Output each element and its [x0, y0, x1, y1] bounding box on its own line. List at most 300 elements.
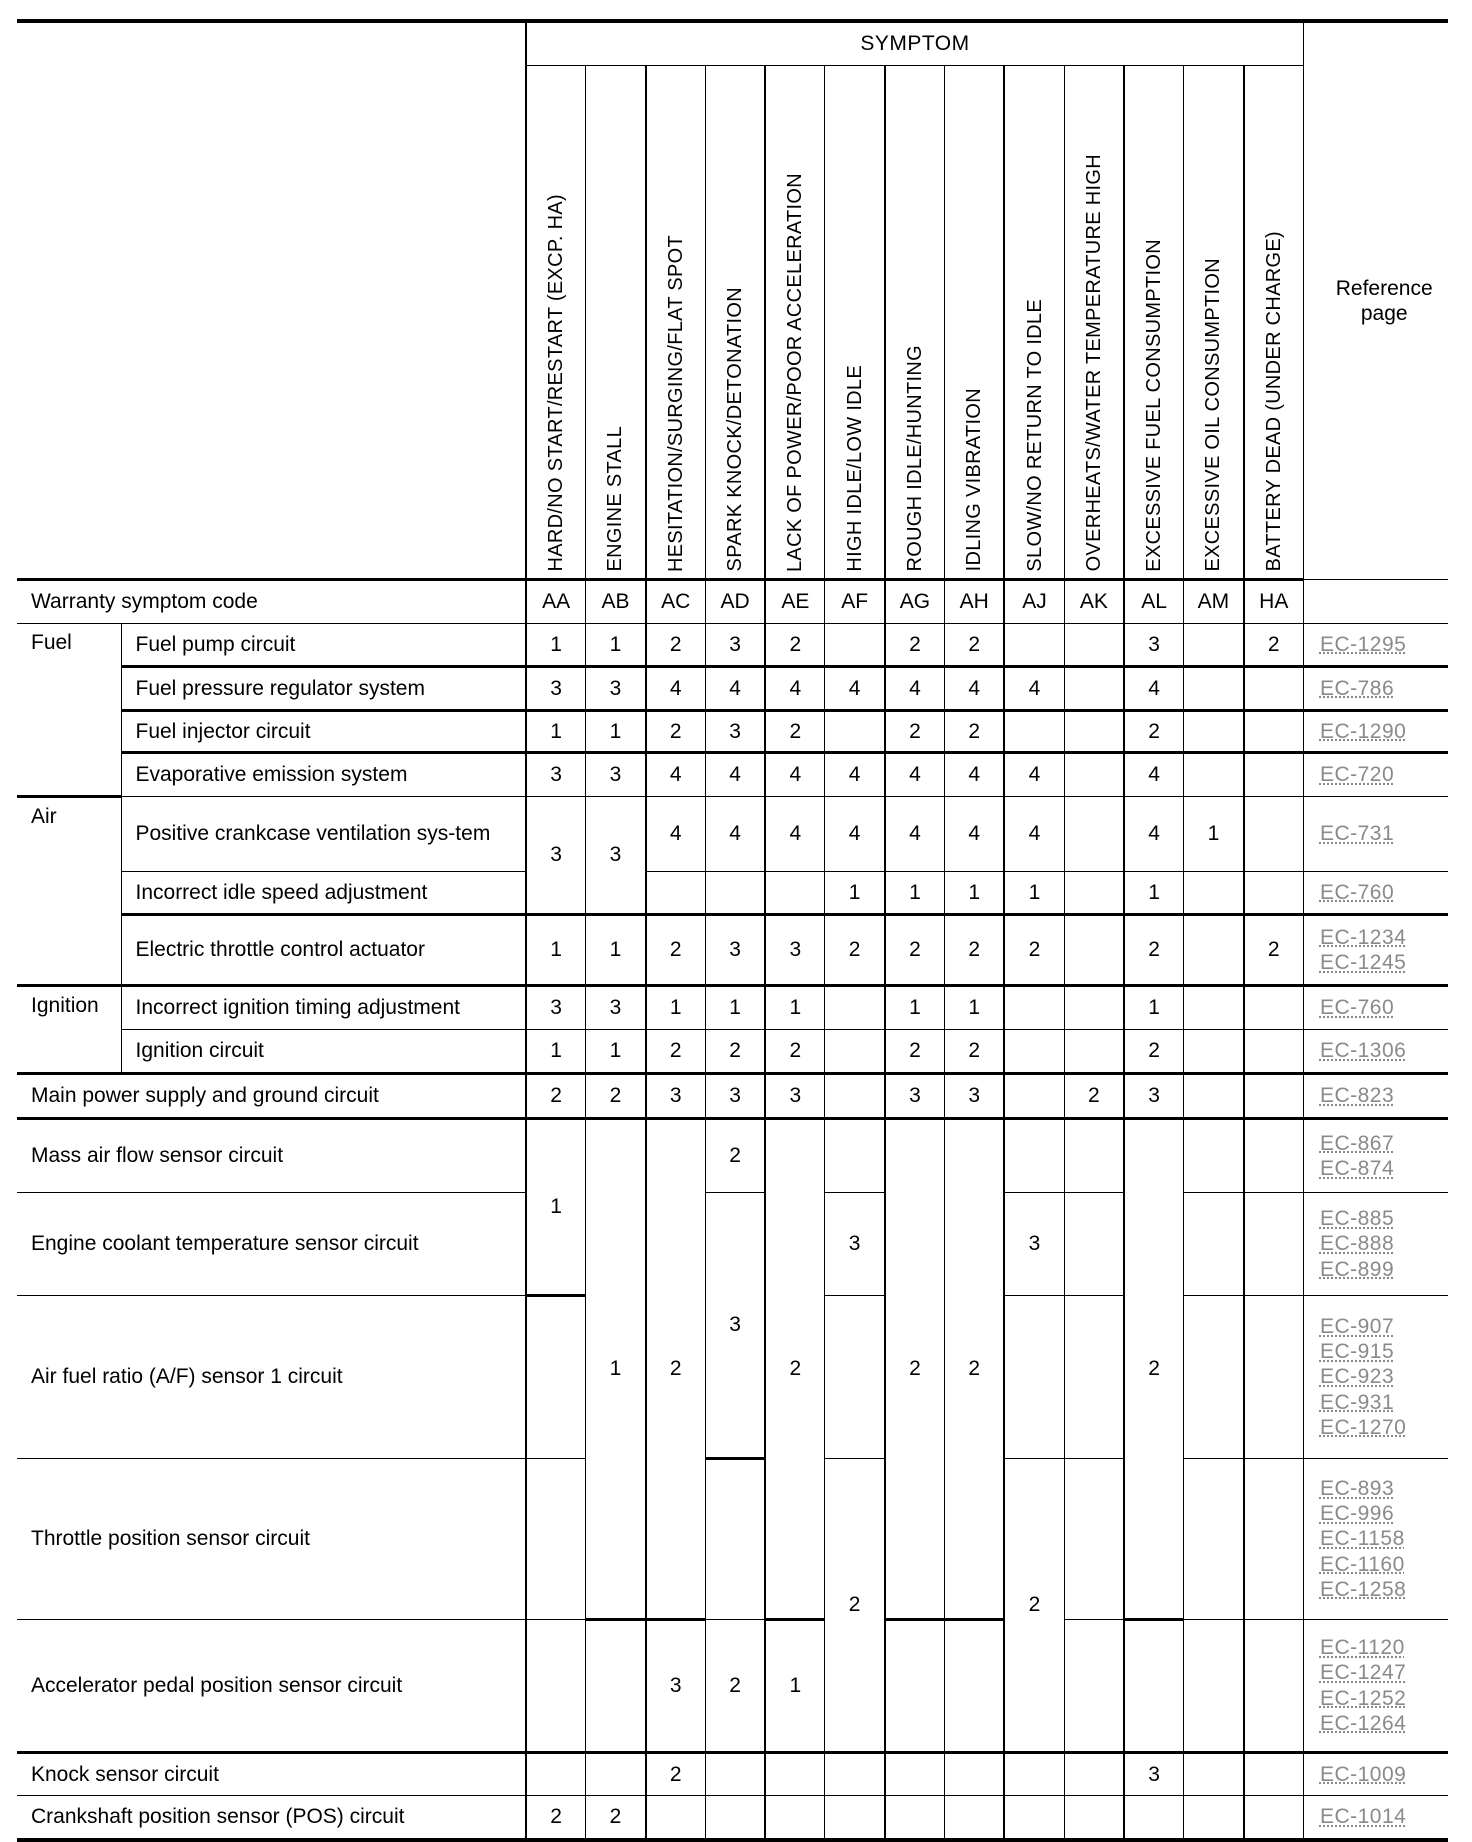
reference-link[interactable]: EC-907	[1319, 1315, 1395, 1339]
reference-cell	[1303, 1193, 1448, 1296]
reference-cell	[1303, 1796, 1448, 1840]
symptom-value-cell: 2	[825, 1459, 885, 1753]
warranty-code-cell: AG	[885, 580, 945, 624]
reference-link[interactable]: EC-1160	[1319, 1552, 1405, 1576]
symptom-value-cell	[646, 872, 706, 915]
reference-link[interactable]: EC-1247	[1319, 1661, 1407, 1685]
symptom-column-header	[646, 66, 706, 580]
reference-cell	[1303, 797, 1448, 872]
warranty-code-cell: AE	[765, 580, 825, 624]
symptom-value-cell	[705, 1459, 765, 1620]
reference-cell	[1303, 667, 1448, 711]
symptom-value-cell: 3	[1124, 1074, 1184, 1119]
reference-link[interactable]: EC-760	[1319, 996, 1395, 1020]
reference-link[interactable]: EC-899	[1319, 1257, 1395, 1281]
symptom-value-cell	[586, 1620, 646, 1753]
symptom-value-cell: 1	[586, 1030, 646, 1074]
symptom-value-cell	[1184, 1459, 1244, 1620]
corner-blank	[17, 21, 526, 580]
symptom-value-cell	[1004, 986, 1064, 1030]
symptom-value-cell	[825, 1753, 885, 1796]
symptom-value-cell: 1	[1124, 872, 1184, 915]
warranty-code-cell: AJ	[1004, 580, 1064, 624]
symptom-value-cell: 2	[765, 1119, 825, 1620]
reference-cell	[1303, 753, 1448, 797]
symptom-value-cell	[1244, 872, 1304, 915]
symptom-value-cell: 3	[586, 753, 646, 797]
symptom-value-cell: 1	[586, 1119, 646, 1620]
reference-link[interactable]: EC-720	[1319, 763, 1395, 787]
symptom-value-cell: 4	[825, 797, 885, 872]
symptom-value-cell	[885, 1620, 945, 1753]
symptom-value-cell: 2	[705, 1119, 765, 1193]
table-row	[17, 711, 1448, 753]
symptom-label: ENGINE STALL	[604, 426, 627, 572]
symptom-value-cell: 4	[945, 797, 1005, 872]
reference-link[interactable]: EC-893	[1319, 1477, 1395, 1501]
symptom-value-cell: 3	[705, 915, 765, 986]
symptom-value-cell: 2	[945, 711, 1005, 753]
symptom-label: SPARK KNOCK/DETONATION	[724, 287, 747, 572]
symptom-value-cell: 1	[586, 624, 646, 667]
table-row	[17, 1030, 1448, 1074]
symptom-value-cell: 3	[765, 915, 825, 986]
item-label: Fuel pump circuit	[121, 624, 526, 667]
symptom-value-cell: 2	[1124, 915, 1184, 986]
symptom-value-cell: 4	[1124, 797, 1184, 872]
symptom-value-cell	[1064, 1753, 1124, 1796]
symptom-column-header	[586, 66, 646, 580]
symptom-value-cell	[1184, 986, 1244, 1030]
symptom-value-cell: 4	[1124, 667, 1184, 711]
reference-link[interactable]: EC-1245	[1319, 951, 1407, 974]
symptom-value-cell: 2	[705, 1030, 765, 1074]
symptom-value-cell: 1	[526, 1119, 586, 1296]
symptom-value-cell: 2	[885, 711, 945, 753]
symptom-column-header	[825, 66, 885, 580]
symptom-value-cell	[705, 872, 765, 915]
item-label: Mass air flow sensor circuit	[17, 1119, 526, 1193]
symptom-value-cell	[1064, 1459, 1124, 1620]
symptom-value-cell: 2	[646, 1030, 706, 1074]
symptom-value-cell: 2	[945, 1119, 1005, 1620]
symptom-value-cell: 1	[646, 986, 706, 1030]
symptom-value-cell	[526, 1753, 586, 1796]
symptom-label: EXCESSIVE OIL CONSUMPTION	[1202, 258, 1225, 572]
item-label: Electric throttle control actuator	[121, 915, 526, 986]
reference-link[interactable]: EC-915	[1319, 1340, 1395, 1364]
reference-page-header: Reference page	[1303, 21, 1448, 580]
symptom-value-cell: 4	[765, 753, 825, 797]
symptom-title-row	[17, 21, 1448, 66]
symptom-value-cell: 1	[1184, 797, 1244, 872]
reference-link[interactable]: EC-874	[1319, 1157, 1395, 1180]
symptom-value-cell	[1184, 1030, 1244, 1074]
symptom-column-header	[1124, 66, 1184, 580]
symptom-value-cell: 2	[825, 915, 885, 986]
reference-cell	[1303, 915, 1448, 986]
item-label: Evaporative emission system	[121, 753, 526, 797]
symptom-value-cell	[885, 1753, 945, 1796]
symptom-value-cell: 2	[1064, 1074, 1124, 1119]
symptom-value-cell	[1004, 624, 1064, 667]
table-row	[17, 915, 1448, 986]
symptom-label: BATTERY DEAD (UNDER CHARGE)	[1262, 231, 1285, 572]
symptom-value-cell: 3	[1124, 1753, 1184, 1796]
symptom-column-header	[885, 66, 945, 580]
symptom-value-cell: 3	[1004, 1193, 1064, 1296]
symptom-value-cell	[825, 1074, 885, 1119]
symptom-value-cell	[1184, 711, 1244, 753]
item-label: Fuel injector circuit	[121, 711, 526, 753]
symptom-value-cell	[945, 1620, 1005, 1753]
symptom-value-cell	[1244, 1620, 1304, 1753]
symptom-column-header	[1064, 66, 1124, 580]
symptom-value-cell: 1	[526, 624, 586, 667]
symptom-value-cell: 3	[765, 1074, 825, 1119]
symptom-value-cell: 1	[885, 872, 945, 915]
symptom-value-cell: 2	[586, 1796, 646, 1840]
symptom-value-cell: 1	[765, 1620, 825, 1753]
item-label: Positive crankcase ventilation sys-tem	[121, 797, 526, 872]
symptom-value-cell: 2	[646, 711, 706, 753]
symptom-value-cell: 4	[885, 667, 945, 711]
symptom-value-cell: 3	[646, 1074, 706, 1119]
item-label: Knock sensor circuit	[17, 1753, 526, 1796]
symptom-value-cell: 4	[945, 667, 1005, 711]
symptom-value-cell	[1184, 753, 1244, 797]
symptom-value-cell: 3	[1124, 624, 1184, 667]
symptom-value-cell: 4	[646, 797, 706, 872]
symptom-column-header	[945, 66, 1005, 580]
reference-link[interactable]: EC-867	[1319, 1131, 1395, 1155]
reference-link[interactable]: EC-1306	[1319, 1039, 1407, 1063]
symptom-value-cell	[1244, 1753, 1304, 1796]
symptom-label: SLOW/NO RETURN TO IDLE	[1023, 299, 1046, 572]
symptom-value-cell	[1064, 797, 1124, 872]
symptom-value-cell	[1244, 1459, 1304, 1620]
symptom-value-cell	[1124, 1620, 1184, 1753]
table-row	[17, 624, 1448, 667]
warranty-code-cell: AL	[1124, 580, 1184, 624]
symptom-value-cell: 2	[1124, 1030, 1184, 1074]
symptom-value-cell: 1	[945, 986, 1005, 1030]
symptom-label: EXCESSIVE FUEL CONSUMPTION	[1143, 239, 1166, 572]
symptom-value-cell	[1064, 1296, 1124, 1459]
item-label: Main power supply and ground circuit	[17, 1074, 526, 1119]
symptom-value-cell	[705, 1753, 765, 1796]
table-row	[17, 1459, 1448, 1620]
symptom-value-cell: 1	[825, 872, 885, 915]
symptom-value-cell	[1064, 915, 1124, 986]
symptom-value-cell: 1	[526, 1030, 586, 1074]
symptom-value-cell	[1244, 1193, 1304, 1296]
symptom-value-cell	[1184, 1620, 1244, 1753]
item-label: Throttle position sensor circuit	[17, 1459, 526, 1620]
reference-cell	[1303, 1620, 1448, 1753]
reference-link[interactable]: EC-1009	[1319, 1762, 1407, 1786]
reference-link[interactable]: EC-1295	[1319, 632, 1407, 656]
symptom-value-cell: 1	[945, 872, 1005, 915]
symptom-column-header	[526, 66, 586, 580]
symptom-value-cell: 4	[1004, 667, 1064, 711]
symptom-value-cell: 1	[586, 711, 646, 753]
warranty-code-cell: AC	[646, 580, 706, 624]
symptom-value-cell	[1064, 624, 1124, 667]
reference-cell	[1303, 986, 1448, 1030]
symptom-value-cell: 3	[526, 797, 586, 915]
symptom-value-cell	[825, 1796, 885, 1840]
symptom-value-cell	[705, 1796, 765, 1840]
symptom-value-cell	[586, 1753, 646, 1796]
symptom-value-cell	[1184, 872, 1244, 915]
symptom-value-cell	[825, 1030, 885, 1074]
symptom-value-cell: 2	[885, 1030, 945, 1074]
symptom-matrix-table	[17, 19, 1448, 1842]
symptom-value-cell: 2	[1004, 1459, 1064, 1753]
table-row	[17, 1119, 1448, 1193]
symptom-value-cell	[1244, 1119, 1304, 1193]
symptom-value-cell: 2	[765, 711, 825, 753]
symptom-value-cell	[1184, 624, 1244, 667]
symptom-value-cell: 2	[945, 915, 1005, 986]
symptom-value-cell	[765, 872, 825, 915]
table-row	[17, 1753, 1448, 1796]
reference-cell	[1303, 1296, 1448, 1459]
symptom-value-cell	[1244, 1074, 1304, 1119]
symptom-value-cell	[825, 1296, 885, 1459]
symptom-value-cell	[765, 1753, 825, 1796]
symptom-value-cell	[1244, 1796, 1304, 1840]
reference-link[interactable]: EC-1252	[1319, 1686, 1407, 1710]
symptom-value-cell	[1244, 797, 1304, 872]
table-row	[17, 797, 1448, 872]
item-label: Accelerator pedal position sensor circuit	[17, 1620, 526, 1753]
symptom-value-cell: 3	[705, 1074, 765, 1119]
symptom-value-cell: 2	[526, 1796, 586, 1840]
reference-link[interactable]: EC-1270	[1319, 1415, 1407, 1439]
symptom-value-cell: 4	[1124, 753, 1184, 797]
symptom-value-cell: 2	[1244, 624, 1304, 667]
symptom-value-cell: 3	[885, 1074, 945, 1119]
symptom-value-cell	[1004, 1119, 1064, 1193]
reference-link[interactable]: EC-923	[1319, 1365, 1395, 1389]
symptom-value-cell: 2	[646, 915, 706, 986]
symptom-value-cell	[1004, 1753, 1064, 1796]
symptom-value-cell: 2	[945, 1030, 1005, 1074]
symptom-value-cell	[885, 1796, 945, 1840]
symptom-value-cell: 3	[646, 1620, 706, 1753]
reference-link[interactable]: EC-1014	[1319, 1805, 1407, 1829]
symptom-value-cell: 1	[1124, 986, 1184, 1030]
symptom-value-cell	[1064, 1796, 1124, 1840]
symptom-value-cell	[1184, 1074, 1244, 1119]
symptom-value-cell	[1184, 1193, 1244, 1296]
reference-cell	[1303, 1459, 1448, 1620]
symptom-value-cell: 4	[705, 667, 765, 711]
symptom-value-cell	[1184, 667, 1244, 711]
symptom-value-cell	[825, 624, 885, 667]
reference-link[interactable]: EC-996	[1319, 1502, 1395, 1526]
symptom-value-cell	[1064, 1193, 1124, 1296]
symptom-value-cell: 1	[1004, 872, 1064, 915]
symptom-value-cell	[1064, 1620, 1124, 1753]
reference-cell	[1303, 872, 1448, 915]
symptom-value-cell	[1004, 1074, 1064, 1119]
symptom-value-cell: 2	[885, 624, 945, 667]
symptom-value-cell	[1184, 1796, 1244, 1840]
reference-link[interactable]: EC-1258	[1319, 1577, 1407, 1601]
symptom-value-cell: 3	[526, 753, 586, 797]
reference-link[interactable]: EC-1234	[1319, 925, 1407, 949]
reference-link[interactable]: EC-823	[1319, 1084, 1395, 1108]
symptom-value-cell	[1004, 1796, 1064, 1840]
symptom-value-cell	[1064, 872, 1124, 915]
reference-link[interactable]: EC-931	[1319, 1390, 1395, 1414]
symptom-value-cell	[1064, 753, 1124, 797]
reference-link[interactable]: EC-786	[1319, 676, 1395, 700]
symptom-value-cell: 2	[586, 1074, 646, 1119]
reference-link[interactable]: EC-1264	[1319, 1711, 1407, 1735]
category-cell: Air	[17, 797, 121, 986]
symptom-value-cell: 2	[646, 1753, 706, 1796]
item-label: Incorrect idle speed adjustment	[121, 872, 526, 915]
symptom-value-cell: 2	[765, 1030, 825, 1074]
symptom-value-cell: 4	[646, 667, 706, 711]
symptom-value-cell: 2	[885, 1119, 945, 1620]
symptom-value-cell: 1	[526, 711, 586, 753]
symptom-column-header	[1244, 66, 1304, 580]
item-label: Ignition circuit	[121, 1030, 526, 1074]
symptom-value-cell	[1244, 711, 1304, 753]
symptom-value-cell	[825, 986, 885, 1030]
symptom-value-cell	[1244, 1296, 1304, 1459]
symptom-value-cell	[1004, 711, 1064, 753]
symptom-value-cell: 4	[705, 797, 765, 872]
symptom-value-cell: 4	[945, 753, 1005, 797]
symptom-value-cell	[1124, 1796, 1184, 1840]
table-row	[17, 1193, 1448, 1296]
symptom-value-cell: 1	[765, 986, 825, 1030]
table-row	[17, 667, 1448, 711]
symptom-value-cell: 3	[526, 667, 586, 711]
symptom-value-cell	[1184, 1119, 1244, 1193]
symptom-value-cell: 2	[1124, 1119, 1184, 1620]
symptom-value-cell: 3	[586, 797, 646, 915]
reference-link[interactable]: EC-1158	[1319, 1527, 1405, 1551]
symptom-value-cell: 1	[526, 915, 586, 986]
symptom-value-cell	[526, 1296, 586, 1459]
symptom-value-cell: 2	[646, 624, 706, 667]
symptom-value-cell	[526, 1620, 586, 1753]
item-label: Crankshaft position sensor (POS) circuit	[17, 1796, 526, 1840]
symptom-value-cell	[945, 1796, 1005, 1840]
symptom-value-cell: 4	[705, 753, 765, 797]
symptom-value-cell: 4	[646, 753, 706, 797]
symptom-label: HESITATION/SURGING/FLAT SPOT	[664, 234, 687, 572]
symptom-header: SYMPTOM	[526, 21, 1303, 66]
symptom-value-cell: 1	[586, 915, 646, 986]
symptom-value-cell: 4	[825, 667, 885, 711]
warranty-code-cell: AD	[705, 580, 765, 624]
symptom-value-cell	[1244, 753, 1304, 797]
symptom-column-header	[1004, 66, 1064, 580]
symptom-value-cell	[1064, 1119, 1124, 1193]
reference-link[interactable]: EC-885	[1319, 1207, 1395, 1231]
symptom-column-header	[705, 66, 765, 580]
table-row	[17, 872, 1448, 915]
warranty-code-row	[17, 580, 1448, 624]
symptom-value-cell: 4	[1004, 753, 1064, 797]
symptom-value-cell	[1244, 1030, 1304, 1074]
reference-cell	[1303, 711, 1448, 753]
symptom-value-cell: 2	[1124, 711, 1184, 753]
symptom-value-cell: 4	[1004, 797, 1064, 872]
symptom-label: HARD/NO START/RESTART (EXCP. HA)	[545, 194, 568, 572]
warranty-code-cell: AK	[1064, 580, 1124, 624]
warranty-symptom-code-label: Warranty symptom code	[17, 580, 526, 624]
table-row	[17, 753, 1448, 797]
category-cell: Fuel	[17, 624, 121, 797]
symptom-value-cell: 3	[526, 986, 586, 1030]
symptom-value-cell: 3	[705, 624, 765, 667]
symptom-value-cell: 4	[825, 753, 885, 797]
symptom-value-cell: 3	[586, 986, 646, 1030]
reference-cell	[1303, 1753, 1448, 1796]
symptom-value-cell: 4	[885, 797, 945, 872]
item-label: Fuel pressure regulator system	[121, 667, 526, 711]
reference-link[interactable]: EC-731	[1319, 822, 1395, 846]
symptom-value-cell: 2	[526, 1074, 586, 1119]
symptom-value-cell: 3	[705, 711, 765, 753]
symptom-value-cell: 4	[765, 667, 825, 711]
warranty-code-cell: AF	[825, 580, 885, 624]
reference-link[interactable]: EC-1290	[1319, 719, 1407, 743]
warranty-code-cell: AH	[945, 580, 1005, 624]
warranty-code-cell: AM	[1184, 580, 1244, 624]
reference-cell	[1303, 1119, 1448, 1193]
symptom-value-cell: 1	[885, 986, 945, 1030]
symptom-value-cell	[1064, 711, 1124, 753]
symptom-label: LACK OF POWER/POOR ACCELERATION	[784, 172, 807, 572]
symptom-value-cell	[1184, 915, 1244, 986]
symptom-value-cell: 3	[705, 1193, 765, 1459]
symptom-value-cell	[1064, 986, 1124, 1030]
symptom-value-cell: 2	[885, 915, 945, 986]
warranty-code-cell: AA	[526, 580, 586, 624]
symptom-value-cell: 2	[646, 1119, 706, 1620]
symptom-value-cell	[1004, 1296, 1064, 1459]
reference-link[interactable]: EC-888	[1319, 1232, 1395, 1256]
symptom-value-cell	[1184, 1753, 1244, 1796]
reference-cell	[1303, 624, 1448, 667]
symptom-column-header	[765, 66, 825, 580]
symptom-label: OVERHEATS/WATER TEMPERATURE HIGH	[1082, 154, 1105, 572]
symptom-value-cell: 2	[945, 624, 1005, 667]
symptom-value-cell: 3	[586, 667, 646, 711]
symptom-value-cell	[1064, 667, 1124, 711]
reference-blank	[1303, 580, 1448, 624]
symptom-value-cell: 2	[765, 624, 825, 667]
category-cell: Ignition	[17, 986, 121, 1074]
reference-link[interactable]: EC-760	[1319, 880, 1395, 904]
table-row	[17, 1074, 1448, 1119]
symptom-value-cell: 4	[765, 797, 825, 872]
symptom-value-cell	[1184, 1296, 1244, 1459]
reference-link[interactable]: EC-1120	[1319, 1636, 1405, 1660]
symptom-value-cell	[825, 711, 885, 753]
table-row	[17, 1796, 1448, 1840]
